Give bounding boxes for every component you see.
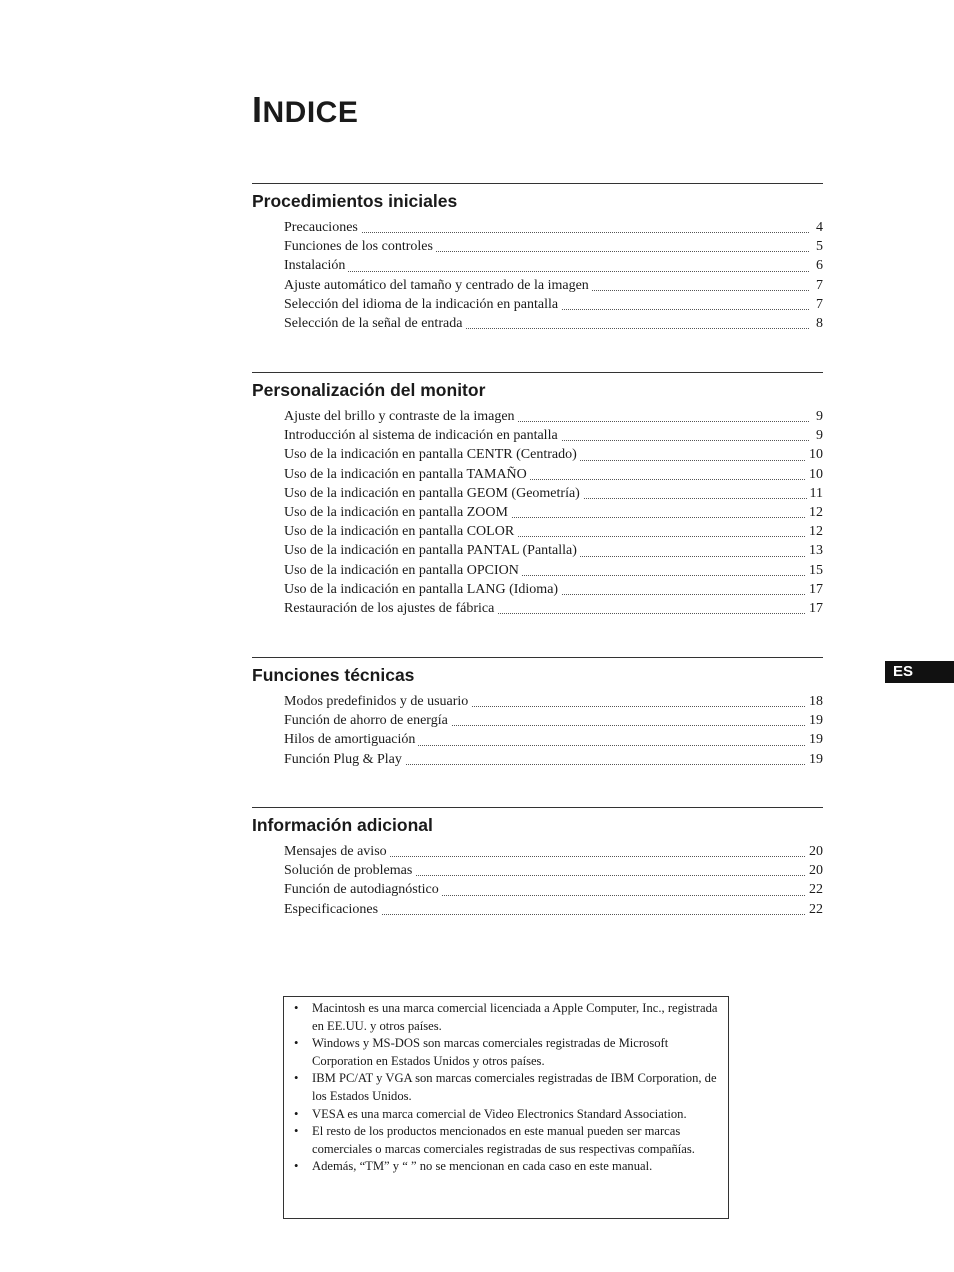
- bullet: •: [294, 1071, 299, 1086]
- toc-entry-page: 10: [806, 465, 823, 484]
- section-heading: Funciones técnicas: [252, 665, 415, 685]
- toc-entry: [284, 900, 823, 919]
- bullet: •: [294, 1159, 299, 1174]
- section-heading: Procedimientos iniciales: [252, 191, 458, 211]
- trademark-text: IBM PC/AT y VGA son marcas comerciales registradas de IBM Corporation, de los Estados Unidos.: [312, 1071, 717, 1103]
- dot-leader: [284, 271, 809, 272]
- toc-entry-label: Hilos de amortiguación: [284, 730, 418, 749]
- trademark-item: [294, 1070, 718, 1105]
- section-getting-started: [252, 183, 823, 333]
- trademark-text: Macintosh es una marca comercial licenciada a Apple Computer, Inc., registrada en EE.UU. y otros países.: [312, 1001, 718, 1033]
- toc-entry-page: 19: [806, 711, 823, 730]
- toc-entry-label: Uso de la indicación en pantalla LANG (Idioma): [284, 580, 561, 599]
- bullet: •: [294, 1036, 299, 1051]
- toc-entry-label: Uso de la indicación en pantalla PANTAL (Pantalla): [284, 541, 580, 560]
- toc-entry: [284, 445, 823, 464]
- toc-entry-label: Ajuste automático del tamaño y centrado de la imagen: [284, 276, 592, 295]
- toc-entry-label: Precauciones: [284, 218, 361, 237]
- trademark-item: [294, 1106, 718, 1124]
- bullet: •: [294, 1106, 299, 1121]
- toc-entry: [284, 730, 823, 749]
- toc-entry: [284, 522, 823, 541]
- toc-entry-page: 13: [806, 541, 823, 560]
- toc-entry-label: Modos predefinidos y de usuario: [284, 692, 471, 711]
- trademark-list: [294, 1000, 718, 1176]
- toc-entry-list: [252, 692, 823, 769]
- toc-entry: [284, 426, 823, 445]
- toc-entry: [284, 580, 823, 599]
- section-customizing-monitor: [252, 372, 823, 618]
- toc-entry-label: Uso de la indicación en pantalla COLOR: [284, 522, 517, 541]
- toc-entry: [284, 407, 823, 426]
- toc-entry-label: Solución de problemas: [284, 861, 415, 880]
- toc-entry: [284, 561, 823, 580]
- trademark-item: [294, 1000, 718, 1035]
- toc-entry-list: [252, 407, 823, 618]
- toc-entry-label: Uso de la indicación en pantalla CENTR (Centrado): [284, 445, 580, 464]
- toc-entry: [284, 842, 823, 861]
- bullet: •: [294, 1001, 299, 1015]
- toc-entry-label: Uso de la indicación en pantalla ZOOM: [284, 503, 511, 522]
- language-tab: ES: [885, 661, 954, 683]
- toc-entry-label: Ajuste del brillo y contraste de la imagen: [284, 407, 518, 426]
- toc-entry-page: 19: [806, 730, 823, 749]
- toc-entry-label: Instalación: [284, 256, 348, 275]
- trademark-text: El resto de los productos mencionados en este manual pueden ser marcas comerciales o marcas comerciales registradas de sus respectivas compañías.: [312, 1124, 695, 1156]
- trademark-notice-box: [283, 996, 729, 1219]
- toc-entry: [284, 295, 823, 314]
- toc-entry-page: 22: [806, 900, 823, 919]
- page-title-rest: NDICE: [262, 96, 359, 129]
- toc-entry-page: 17: [806, 599, 823, 618]
- toc-entry-page: 12: [806, 503, 823, 522]
- dot-leader: [284, 232, 809, 233]
- page-title: [252, 89, 359, 130]
- toc-entry: [284, 237, 823, 256]
- section-additional-information: [252, 807, 823, 919]
- toc-entry-page: 7: [813, 295, 823, 314]
- trademark-text: Windows y MS-DOS son marcas comerciales registradas de Microsoft Corporation en Estados Unidos y otros países.: [312, 1036, 669, 1068]
- toc-entry: [284, 880, 823, 899]
- toc-entry-page: 8: [813, 314, 823, 333]
- toc-entry-label: Restauración de los ajustes de fábrica: [284, 599, 497, 618]
- toc-entry-label: Uso de la indicación en pantalla GEOM (Geometría): [284, 484, 583, 503]
- toc-entry: [284, 484, 823, 503]
- trademark-text: VESA es una marca comercial de Video Electronics Standard Association.: [312, 1106, 687, 1121]
- toc-entry: [284, 711, 823, 730]
- toc-entry-page: 7: [813, 276, 823, 295]
- toc-entry-page: 10: [806, 445, 823, 464]
- toc-entry-label: Uso de la indicación en pantalla TAMAÑO: [284, 465, 530, 484]
- toc-entry-page: 5: [813, 237, 823, 256]
- section-heading: Personalización del monitor: [252, 380, 486, 400]
- toc-entry: [284, 541, 823, 560]
- toc-entry: [284, 750, 823, 769]
- toc-entry-page: 15: [806, 561, 823, 580]
- toc-entry: [284, 314, 823, 333]
- toc-entry-page: 19: [806, 750, 823, 769]
- toc-entry: [284, 465, 823, 484]
- toc-entry-page: 20: [806, 842, 823, 861]
- toc-entry-label: Función de ahorro de energía: [284, 711, 451, 730]
- toc-entry-label: Función Plug & Play: [284, 750, 405, 769]
- toc-entry-label: Selección de la señal de entrada: [284, 314, 465, 333]
- section-heading: Información adicional: [252, 815, 433, 835]
- toc-entry: [284, 692, 823, 711]
- trademark-item: [294, 1158, 718, 1176]
- toc-entry-page: 22: [806, 880, 823, 899]
- toc-entry-list: [252, 842, 823, 919]
- toc-entry-label: Introducción al sistema de indicación en pantalla: [284, 426, 561, 445]
- trademark-text: Además, “TM” y “ ” no se mencionan en cada caso en este manual.: [312, 1159, 653, 1174]
- toc-entry: [284, 256, 823, 275]
- trademark-item: [294, 1035, 718, 1070]
- toc-entry-label: Especificaciones: [284, 900, 381, 919]
- toc-entry: [284, 276, 823, 295]
- toc-entry: [284, 861, 823, 880]
- toc-entry-page: 9: [813, 407, 823, 426]
- toc-entry: [284, 599, 823, 618]
- toc-entry-page: 6: [813, 256, 823, 275]
- toc-entry-label: Funciones de los controles: [284, 237, 436, 256]
- toc-entry-page: 9: [813, 426, 823, 445]
- toc-entry-page: 4: [813, 218, 823, 237]
- page-title-initial: I: [252, 89, 263, 130]
- toc-entry-label: Mensajes de aviso: [284, 842, 390, 861]
- toc-entry-page: 20: [806, 861, 823, 880]
- toc-entry: [284, 218, 823, 237]
- toc-entry-page: 18: [806, 692, 823, 711]
- toc-entry-label: Función de autodiagnóstico: [284, 880, 442, 899]
- toc-entry-page: 17: [806, 580, 823, 599]
- bullet: •: [294, 1124, 299, 1139]
- toc-entry-page: 12: [806, 522, 823, 541]
- toc-entry: [284, 503, 823, 522]
- trademark-item: [294, 1123, 718, 1158]
- toc-entry-label: Uso de la indicación en pantalla OPCION: [284, 561, 522, 580]
- toc-entry-page: 11: [807, 484, 823, 503]
- toc-entry-list: [252, 218, 823, 333]
- toc-entry-label: Selección del idioma de la indicación en pantalla: [284, 295, 561, 314]
- section-technical-features: [252, 657, 823, 769]
